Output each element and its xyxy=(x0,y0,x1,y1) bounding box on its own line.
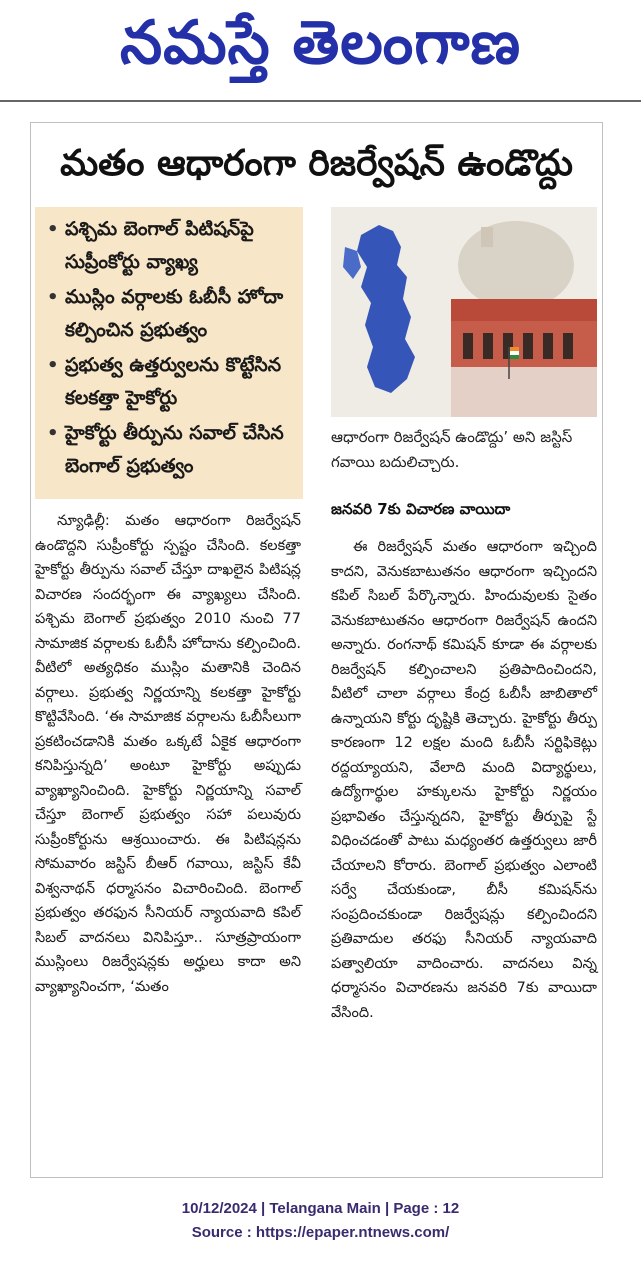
article-clipping xyxy=(30,122,603,1178)
highlight-item: • హైకోర్టు తీర్పును సవాల్ చేసిన బెంగాల్ ప్రభుత్వం xyxy=(45,417,297,483)
bullet-icon: • xyxy=(47,219,59,240)
court-map-illustration xyxy=(331,207,597,417)
body-paragraph: ఈ రిజర్వేషన్ మతం ఆధారంగా ఇచ్చింది కాదని, వెనుకబాటుతనం ఆధారంగా ఇచ్చిందని కపిల్ సిబల్ పేర్కొన్నారు. హిందువులకు సైతం వెనుకబాటుతనం ఆధారంగా రిజర్వేషన్ ఉందని అన్నారు. రంగనాథ్ కమిషన్ కూడా ఈ వర్గాలకు రిజర్వేషన్ కల్పించాలని ప్రతిపాదించిందని, వీటిలో చాలా వర్గాలు కేంద్ర ఓబీసీ జాబితాలో ఉన్నాయని కోర్టు దృష్టికి తెచ్చారు. హైకోర్టు తీర్పు కారణంగా 12 లక్షల మంది ఓబీసీ సర్టిఫికెట్లు రద్దయ్యాయని, వేలాది మంది విద్యార్థులు, ఉద్యోగార్థుల హక్కులను హైకోర్టు నిర్ణయం ప్రభావితం చేస్తున్నదని, హైకోర్టు తీర్పుపై స్టే విధించడంతో పాటు మధ్యంతర ఉత్తర్వులు జారీ చేయాలని కోరారు. బెంగాల్ ప్రభుత్వం ఎలాంటి సర్వే చేయకుండా, బీసీ కమిషన్‌ను సంప్రదించకుండా రిజర్వేషన్లు కల్పించిందని ప్రతివాదుల తరఫు సీనియర్ న్యాయవాది పత్వాలియా వాదించారు. వాదనలు విన్న ధర్మాసనం విచారణను జనవరి 7కు వాయిదా వేసింది. xyxy=(331,539,597,1021)
highlights-box xyxy=(35,207,303,499)
supreme-court-photo xyxy=(331,207,597,417)
masthead-divider xyxy=(0,100,641,102)
edition-info: 10/12/2024 | Telangana Main | Page : 12 xyxy=(181,1200,460,1217)
highlight-item: • ప్రభుత్వ ఉత్తర్వులను కొట్టేసిన కలకత్తా హైకోర్టు xyxy=(45,349,297,415)
court-dome xyxy=(458,221,574,309)
article-body-left xyxy=(35,509,301,999)
article-body-right xyxy=(331,535,597,1025)
bullet-icon: • xyxy=(47,423,59,444)
article-headline: మతం ఆధారంగా రిజర్వేషన్ ఉండొద్దు xyxy=(60,143,573,184)
body-paragraph: న్యూఢిల్లీ: మతం ఆధారంగా రిజర్వేషన్ ఉండొద్దని సుప్రీంకోర్టు స్పష్టం చేసింది. కలకత్తా హైకోర్టు తీర్పును సవాల్ చేస్తూ దాఖలైన పిటిషన్ల విచారణ సందర్భంగా ఈ వ్యాఖ్యలు చేసింది. పశ్చిమ బెంగాల్ ప్రభుత్వం 2010 నుంచి 77 సామాజిక వర్గాలకు ఓబీసీ హోదాను కల్పించింది. వీటిలో అత్యధికం ముస్లిం మతానికి చెందిన వర్గాలు. ప్రభుత్వ నిర్ణయాన్ని కలకత్తా హైకోర్టు కొట్టివేసింది. ‘ఈ సామాజిక వర్గాలను ఓబీసీలుగా ప్రకటించడానికి మతం ఒక్కటే ఏకైక ఆధారంగా కనిపిస్తున్నది’ అంటూ హైకోర్టు అప్పుడు వ్యాఖ్యానించింది. హైకోర్టు నిర్ణయాన్ని సవాల్ చేస్తూ బెంగాల్ ప్రభుత్వం సహా పలువురు సుప్రీంకోర్టును ఆశ్రయించారు. ఈ పిటిషన్లను సోమవారం జస్టిస్ బీఆర్ గవాయి, జస్టిస్ కేవీ విశ్వనాథన్ ధర్మాసనం విచారించింది. బెంగాల్ ప్రభుత్వం తరఫున సీనియర్ న్యాయవాది కపిల్ సిబల్ వాదనలు వినిపిస్తూ.. సూత్రప్రాయంగా ముస్లింలు రిజర్వేషన్లకు అర్హులు కాదా అని వ్యాఖ్యానించగా, ‘మతం xyxy=(35,513,301,995)
masthead xyxy=(0,0,641,92)
bullet-icon: • xyxy=(47,287,59,308)
highlight-item: • ముస్లిం వర్గాలకు ఓబీసీ హోదా కల్పించిన ప్రభుత్వం xyxy=(45,281,297,347)
bullet-icon: • xyxy=(47,355,59,376)
newspaper-logo: నమస్తే తెలంగాణ xyxy=(119,8,522,78)
photo-caption: ఆధారంగా రిజర్వేషన్ ఉండొద్దు’ అని జస్టిస్ గవాయి బదులిచ్చారు. xyxy=(331,428,573,471)
highlight-item: • పశ్చిమ బెంగాల్ పిటిషన్‌పై సుప్రీంకోర్టు వ్యాఖ్య xyxy=(45,213,297,279)
article-subhead: జనవరి 7కు విచారణ వాయిదా xyxy=(331,500,511,518)
flag-icon xyxy=(510,347,519,351)
highlights-list xyxy=(35,207,303,483)
source-link[interactable]: Source : https://epaper.ntnews.com/ xyxy=(191,1224,450,1241)
